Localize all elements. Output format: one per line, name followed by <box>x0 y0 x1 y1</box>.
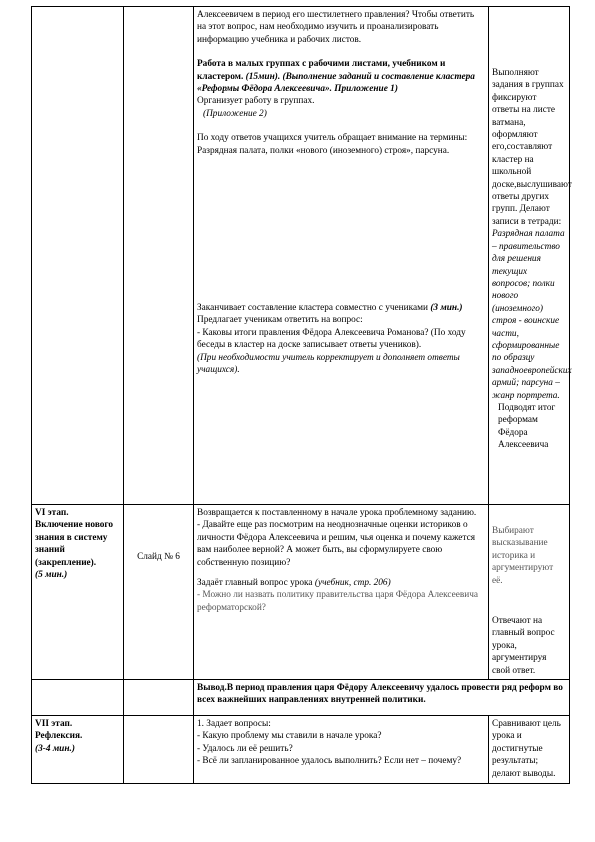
text-paragraph: Организует работу в группах. <box>197 96 315 107</box>
text-paragraph: Выполняют задания в группах фиксируют ответы на листе ватмана, оформляют его,составляют кластер на школьной доске,выслушивают ответы других групп. Делают записи в тетради: Разрядная палата – правительство для решения текущих вопросов; полки нового (иноземного) строя - воинские части, сформированные по образцу западноевропейских армий; парсуна – жанр портрета. <box>492 68 572 401</box>
text-paragraph: Алексеевичем в период его шестилетнего правления? Чтобы ответить на этот вопрос, нам необходимо изучить и проанализировать информацию учебника и рабочих листов. <box>197 10 475 45</box>
stage-time: (5 мин.) <box>35 570 68 581</box>
table-row <box>32 505 570 680</box>
stage-description: Включение нового знания в систему знаний (закрепление). <box>35 520 114 568</box>
group-work-heading: Работа в малых группах с рабочими листами, учебником и кластером. (15мин). (Выполнение заданий и составление кластера «Реформы Фёдора Алексеевича». Приложение 1) <box>197 59 475 95</box>
appendix-note: (Приложение 2) <box>203 108 267 119</box>
teacher-activity-cell <box>194 505 489 680</box>
stage-title: VI этап. <box>35 508 69 518</box>
text-paragraph: Отвечают на главный вопрос урока, аргументируя свой ответ. <box>492 616 555 676</box>
stage-title: VII этап. <box>35 719 73 730</box>
student-activity-cell <box>489 716 570 784</box>
empty-cell <box>32 680 124 716</box>
slide-cell <box>124 505 194 680</box>
teacher-activity-cell <box>194 716 489 784</box>
text-paragraph: Заканчивает составление кластера совместно с учениками (3 мин.) <box>197 303 463 314</box>
text-paragraph: - Удалось ли её решить? <box>197 743 293 754</box>
student-activity-cell <box>489 7 570 505</box>
stage-cell <box>32 7 124 505</box>
text-paragraph: По ходу ответов учащихся учитель обращает внимание на термины: Разрядная палата, полки «нового (иноземного) строя», парсуна. <box>197 133 468 156</box>
table-row <box>32 7 570 505</box>
text-paragraph: Подводят итог реформам Фёдора Алексеевича <box>498 402 556 451</box>
conclusion-cell <box>194 680 570 716</box>
teacher-activity-cell <box>194 7 489 505</box>
text-paragraph: Возвращается к поставленному в начале урока проблемному заданию. <box>197 508 477 518</box>
text-paragraph: Выбирают высказывание историка и аргументируют её. <box>492 526 554 586</box>
stage-cell <box>32 716 124 784</box>
text-paragraph: Предлагает ученикам ответить на вопрос: <box>197 315 363 326</box>
empty-cell <box>124 680 194 716</box>
text-paragraph: Задаёт главный вопрос урока (учебник, стр. 206) <box>197 578 391 589</box>
stage-description: Рефлексия. <box>35 731 83 742</box>
table-row <box>32 680 570 716</box>
text-paragraph: 1. Задает вопросы: <box>197 719 271 730</box>
text-paragraph: - Всё ли запланированное удалось выполнить? Если нет – почему? <box>197 756 462 767</box>
conclusion-text: Вывод.В период правления царя Фёдору Алексеевичу удалось провести ряд реформ во всех важнейших направлениях внутренней политики. <box>197 683 563 706</box>
text-paragraph: Сравнивают цель урока и достигнутые результаты; делают выводы. <box>492 719 561 779</box>
stage-time: (3-4 мин.) <box>35 743 75 754</box>
stage-cell <box>32 505 124 680</box>
teacher-note: (При необходимости учитель корректирует и дополняет ответы учащихся). <box>197 352 460 376</box>
slide-label: Слайд № 6 <box>137 552 180 562</box>
text-paragraph: - Каковы итоги правления Фёдора Алексеевича Романова? (По ходу беседы в кластер на доске записывает ответы учеников). <box>197 327 466 351</box>
text-paragraph: - Давайте еще раз посмотрим на неоднозначные оценки историков о личности Фёдора Алексеевича и решим, чья оценка и почему кажется вам наиболее верной? А может быть, вы сформулируете свою собственную позицию? <box>197 520 475 568</box>
text-paragraph: - Какую проблему мы ставили в начале урока? <box>197 731 382 742</box>
main-question: - Можно ли назвать политику правительства царя Фёдора Алексеевича реформаторской? <box>197 590 479 613</box>
table-row <box>32 716 570 784</box>
slide-cell <box>124 716 194 784</box>
slide-cell <box>124 7 194 505</box>
lesson-plan-table <box>31 6 570 784</box>
student-activity-cell <box>489 505 570 680</box>
